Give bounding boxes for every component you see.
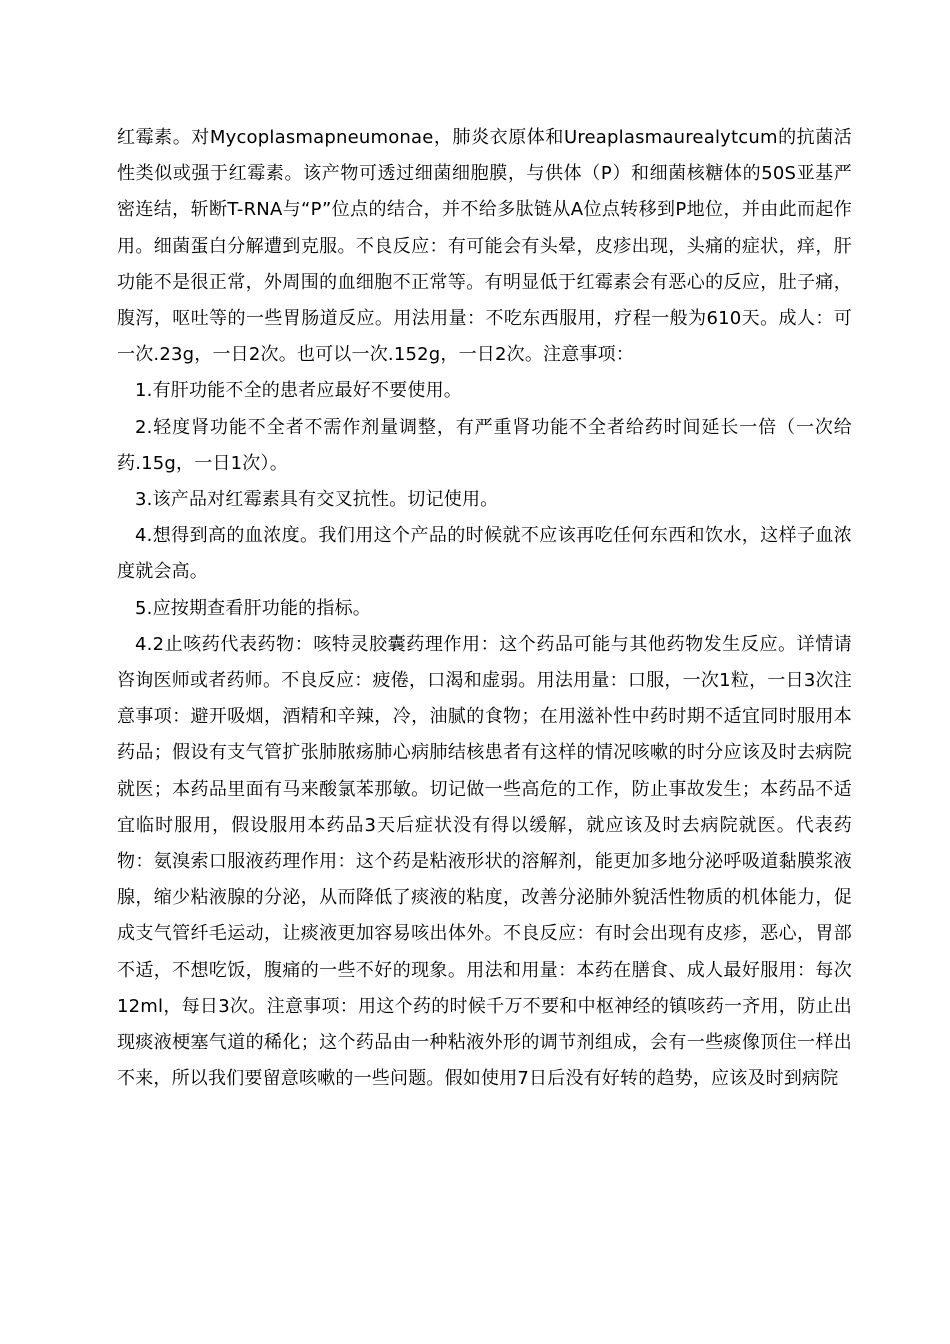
precaution-item-3: 3.该产品对红霉素具有交叉抗性。切记使用。 xyxy=(135,489,499,511)
precaution-item-1: 1.有肝功能不全的患者应最好不要使用。 xyxy=(135,380,462,402)
precaution-item-4: 4.想得到高的血浓度。我们用这个产品的时候就不应该再吃任何东西和饮水，这样子血浓度就会高。 xyxy=(117,525,852,583)
paragraph-azithromycin-description: 红霉素。对Mycoplasmapneumonae，肺炎衣原体和Ureaplasmaurealytcum的抗菌活性类似或强于红霉素。该产物可透过细菌细胞膜，与供体（P）和细菌核糖体的50S亚基严密连结，斩断T-RNA与“P”位点的结合，并不给多肽链从A位点转移到P地位，并由此而起作用。细菌蛋白分解遭到克服。不良反应：有可能会有头晕，皮疹出现，头痛的症状，痒，肝功能不是很正常，外周围的血细胞不正常等。有明显低于红霉素会有恶心的反应，肚子痛，腹泻，呕吐等的一些胃肠道反应。用法用量：不吃东西服用，疗程一般为610天。成人：可一次.23g，一日2次。也可以一次.152g，一日2次。注意事项： xyxy=(117,127,852,366)
document-body xyxy=(117,120,852,1097)
paragraph-cough-medicine: 4.2止咳药代表药物：咳特灵胶囊药理作用：这个药品可能与其他药物发生反应。详情请咨询医师或者药师。不良反应：疲倦，口渴和虚弱。用法用量：口服，一次1粒，一日3次注意事项：避开吸烟，酒精和辛辣，冷，油腻的食物；在用滋补性中药时期不适宜同时服用本药品；假设有支气管扩张肺脓疡肺心病肺结核患者有这样的情况咳嗽的时分应该及时去病院就医；本药品里面有马来酸氯苯那敏。切记做一些高危的工作，防止事故发生；本药品不适宜临时服用，假设服用本药品3天后症状没有得以缓解，就应该及时去病院就医。代表药物：氨溴索口服液药理作用：这个药是粘液形状的溶解剂，能更加多地分泌呼吸道黏膜浆液腺，缩少粘液腺的分泌，从而降低了痰液的粘度，改善分泌肺外貌活性物质的机体能力，促成支气管纤毛运动，让痰液更加容易咳出体外。不良反应：有时会出现有皮疹，恶心，胃部不适，不想吃饭，腹痛的一些不好的现象。用法和用量：本药在膳食、成人最好服用：每次12ml，每日3次。注意事项：用这个药的时候千万不要和中枢神经的镇咳药一齐用，防止出现痰液梗塞气道的稀化；这个药品由一种粘液外形的调节剂组成，会有一些痰像顶住一样出不来，所以我们要留意咳嗽的一些问题。假如使用7日后没有好转的趋势，应该及时到病院 xyxy=(117,633,852,1090)
precaution-item-2: 2.轻度肾功能不全者不需作剂量调整，有严重肾功能不全者给药时间延长一倍（一次给药.15g，一日1次）。 xyxy=(117,416,852,474)
precaution-item-5: 5.应按期查看肝功能的指标。 xyxy=(135,597,371,619)
